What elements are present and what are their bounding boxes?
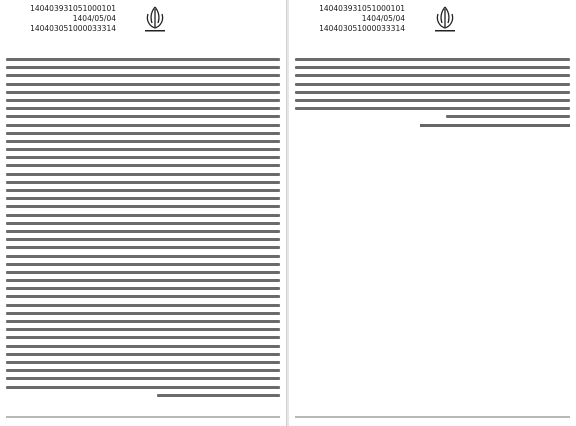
- iran-emblem-icon: [142, 4, 168, 34]
- text-lines: [295, 58, 570, 118]
- text-line: [6, 271, 280, 274]
- text-line: [295, 107, 570, 110]
- text-line: [6, 287, 280, 290]
- text-line: [446, 115, 570, 118]
- page-1: [289, 0, 576, 426]
- file-value: 140403051000033314: [30, 24, 116, 33]
- text-line: [6, 255, 280, 258]
- text-line: [6, 214, 280, 217]
- text-line: [6, 336, 280, 339]
- text-line: [6, 263, 280, 266]
- text-line: [295, 66, 570, 69]
- text-line: [295, 99, 570, 102]
- text-line: [6, 181, 280, 184]
- date-value: 1404/05/04: [72, 14, 116, 23]
- page-footer: [295, 413, 570, 422]
- page-header: [289, 4, 576, 44]
- text-line: [6, 320, 280, 323]
- page-header: [0, 4, 286, 44]
- file-value: 140403051000033314: [319, 24, 405, 33]
- text-line: [6, 132, 280, 135]
- text-line: [6, 156, 280, 159]
- text-line: [6, 295, 280, 298]
- notice-body: [295, 58, 570, 414]
- signature-block: [295, 124, 570, 127]
- text-line: [6, 91, 280, 94]
- text-line: [6, 345, 280, 348]
- text-lines: [6, 58, 280, 397]
- page-2: [0, 0, 287, 426]
- page-footer: [6, 413, 280, 422]
- text-line: [6, 148, 280, 151]
- notice-body: [6, 58, 280, 414]
- text-line: [6, 386, 280, 389]
- text-line: [6, 99, 280, 102]
- text-line: [295, 83, 570, 86]
- text-line: [6, 222, 280, 225]
- text-line: [6, 189, 280, 192]
- text-line: [295, 91, 570, 94]
- text-line: [295, 74, 570, 77]
- text-line: [6, 361, 280, 364]
- text-line: [6, 377, 280, 380]
- text-line: [6, 353, 280, 356]
- text-line: [6, 304, 280, 307]
- document-meta: [293, 4, 405, 34]
- text-line: [6, 107, 280, 110]
- text-line: [6, 164, 280, 167]
- document-meta: [4, 4, 116, 34]
- text-line: [6, 66, 280, 69]
- text-line: [6, 74, 280, 77]
- text-line: [6, 238, 280, 241]
- text-line: [295, 58, 570, 61]
- text-line: [6, 173, 280, 176]
- ref-value: 140403931051000101: [30, 4, 116, 13]
- text-line: [6, 328, 280, 331]
- text-line: [6, 197, 280, 200]
- text-line: [6, 369, 280, 372]
- text-line: [6, 279, 280, 282]
- text-line: [6, 58, 280, 61]
- text-line: [6, 140, 280, 143]
- text-line: [6, 115, 280, 118]
- date-value: 1404/05/04: [361, 14, 405, 23]
- text-line: [6, 246, 280, 249]
- text-line: [6, 124, 280, 127]
- text-line: [6, 312, 280, 315]
- text-line: [6, 205, 280, 208]
- ref-value: 140403931051000101: [319, 4, 405, 13]
- text-line: [6, 83, 280, 86]
- iran-emblem-icon: [432, 4, 458, 34]
- text-line: [6, 230, 280, 233]
- text-line: [157, 394, 280, 397]
